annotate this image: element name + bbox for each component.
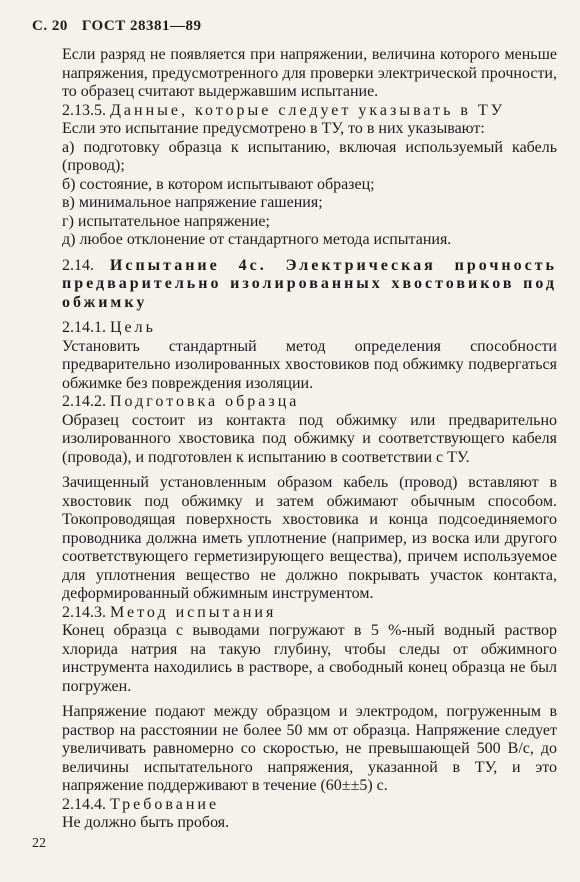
- list-item: в) минимальное напряжение гашения;: [62, 194, 323, 211]
- paragraph: Зачищенный установленным образом кабель (провод) вставляют в хвостовик под обжимку и затем обжимают обычным способом. Токопроводящая поверхность хвостовика и конца подсоединяемого проводника должна иметь уплотнение (например, из воска или другого соответствующего герметизирующего вещества), причем используемое для уплотнения вещество не должно покрывать участок контакта, деформированный обжимным инструментом.: [62, 474, 557, 602]
- section-number: 2.13.5.: [62, 101, 106, 119]
- paragraph: Напряжение подают между образцом и электродом, погруженным в раствор на расстоянии не более 50 мм от образца. Напряжение следует увеличивать равномерно со скоростью, не превышающей 500 В/с, до величины испытательного напряжения, указанной в ТУ, и это напряжение поддерживают в течение (60±±5) с.: [62, 703, 557, 794]
- section-title: Испытание 4с. Электрическая прочность предварительно изолированных хвостовиков под обжимку: [62, 256, 558, 311]
- section-number: 2.14.: [62, 256, 94, 274]
- paragraph: Установить стандартный метод определения способности предварительно изолированных хвостовиков под обжимку подвергаться обжимке без повреждения изоляции.: [62, 337, 557, 392]
- section-heading-2-14-2: [62, 393, 557, 412]
- paragraph: Образец состоит из контакта под обжимку или предварительно изолированного хвостовика под обжимку и соответствующего кабеля (провода), и подготовлен к испытанию в соответствии с ТУ.: [62, 411, 557, 466]
- list-item: б) состояние, в котором испытывают образец;: [62, 175, 375, 193]
- section-title: Цель: [110, 319, 156, 336]
- section-heading-2-14-3: [62, 604, 557, 623]
- standard-code: ГОСТ 28381—89: [81, 18, 202, 34]
- section-heading-2-14-1: [62, 319, 557, 338]
- paragraph: Конец образца с выводами погружают в 5 %-ный водный раствор хлорида натрия на такую глубину, чтобы следы от обжимного инструмента находились в растворе, а свободный конец образца не был погружен.: [62, 622, 557, 695]
- footer-number: 22: [32, 836, 46, 851]
- section-title: Метод испытания: [110, 603, 277, 621]
- section-title: Данные, которые следует указывать в ТУ: [110, 101, 506, 119]
- section-title: Требование: [110, 795, 220, 813]
- section-heading-2-13-5: [62, 102, 557, 121]
- paragraph: Не должно быть пробоя.: [62, 814, 230, 831]
- page-number: С. 20: [32, 18, 68, 34]
- paragraph: Если это испытание предусмотрено в ТУ, то в них указывают:: [62, 120, 485, 137]
- section-number: 2.14.3.: [62, 603, 106, 621]
- document-body: [62, 46, 557, 833]
- section-number: 2.14.4.: [62, 795, 106, 813]
- section-heading-2-14: [62, 257, 557, 313]
- section-title: Подготовка образца: [110, 393, 300, 410]
- section-heading-2-14-4: [62, 796, 557, 815]
- section-number: 2.14.1.: [62, 319, 106, 336]
- list-item: а) подготовку образца к испытанию, включая используемый кабель (провод);: [62, 138, 557, 174]
- paragraph: Если разряд не появляется при напряжении, величина которого меньше напряжения, предусмотренного для проверки электрической прочности, то образец считают выдержавшим испытание.: [62, 46, 557, 100]
- section-number: 2.14.2.: [62, 393, 106, 410]
- list-item: г) испытательное напряжение;: [62, 212, 270, 230]
- page-header: [32, 18, 201, 35]
- list-item: д) любое отклонение от стандартного метода испытания.: [62, 231, 452, 248]
